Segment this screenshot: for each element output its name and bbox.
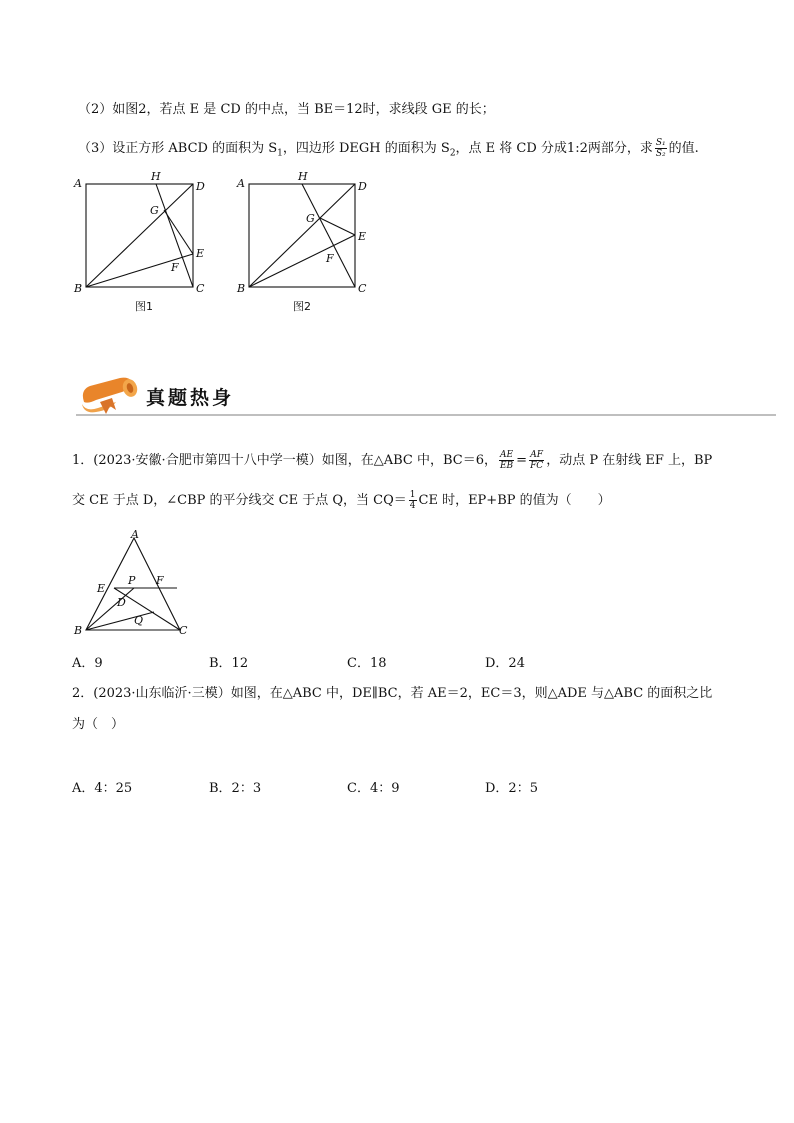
quarter-fraction — [409, 490, 417, 511]
problem-1-option-c: C．18 — [347, 656, 387, 671]
question-3-text-a: 设正方形 ABCD 的面积为 S — [112, 141, 278, 156]
tri-label-d: D — [117, 596, 126, 609]
fig1-label-d: D — [196, 180, 205, 193]
problem-2-option-d: D．2：5 — [485, 781, 538, 796]
problem-1-option-b: B．12 — [209, 656, 249, 671]
scroll-icon — [76, 372, 146, 416]
fig2-segment-be — [249, 235, 355, 287]
fig1-label-c: C — [196, 282, 205, 295]
tri-label-e: E — [97, 582, 106, 595]
fig2-diagonal-bd — [249, 184, 355, 287]
tri-label-a: A — [131, 528, 139, 541]
fig2-segment-ge — [320, 218, 355, 235]
question-3-sub2: 2 — [449, 148, 456, 159]
problem-2-line-1: 2．(2023·山东临沂·三模）如图，在△ABC 中，DE∥BC，若 AE＝2，EC＝3，则△ADE 与△ABC 的面积之比 — [72, 686, 713, 701]
problem-1-text-b: ，动点 P 在射线 EF 上，BP — [546, 453, 713, 468]
fig1-label-f: F — [171, 261, 179, 274]
fig1-label-a: A — [74, 177, 82, 190]
fig2-label-f: F — [326, 252, 334, 265]
fig1-label-b: B — [74, 282, 83, 295]
ratio-equals-sign: = — [516, 453, 528, 468]
figure-1-diagram — [70, 170, 220, 300]
quarter-denominator: 4 — [409, 501, 416, 511]
ratio-ae-eb-numerator: AE — [500, 450, 514, 460]
figure-2-caption: 图2 — [293, 300, 311, 313]
problem-2-option-c: C．4：9 — [347, 781, 400, 796]
problem-1-text-a: 1．(2023·安徽·合肥市第四十八中学一模）如图，在△ABC 中，BC＝6， — [72, 453, 497, 468]
fig2-label-g: G — [306, 212, 315, 225]
fig2-label-h: H — [298, 170, 308, 183]
s-ratio-numerator: S₁ — [655, 138, 666, 148]
tri-label-f: F — [156, 574, 164, 587]
problem-1-text-c: 交 CE 于点 D，∠CBP 的平分线交 CE 于点 Q，当 CQ＝ — [72, 493, 407, 508]
figure-2-diagram — [232, 170, 382, 300]
question-2-text: 如图2，若点 E 是 CD 的中点，当 BE＝12时，求线段 GE 的长； — [112, 102, 495, 117]
ratio-af-fc-denominator: FC — [530, 461, 544, 471]
tri-label-q: Q — [134, 614, 144, 627]
banner-title: 真题热身 — [146, 387, 235, 409]
question-3-text-b: ，四边形 DEGH 的面积为 S — [282, 141, 450, 156]
problem-1-text-d: CE 时，EP+BP 的值为（ ） — [418, 493, 611, 508]
problem-1-line-1 — [72, 450, 712, 471]
fig2-label-c: C — [358, 282, 367, 295]
question-3 — [78, 138, 699, 163]
banner-underline — [76, 414, 776, 416]
tri-label-b: B — [74, 624, 83, 637]
ratio-ae-eb-denominator: EB — [499, 461, 514, 471]
question-2-number: （2） — [78, 102, 113, 117]
s-ratio-denominator: S₂ — [655, 149, 666, 159]
question-3-sub1: 1 — [277, 148, 283, 159]
tri-label-p: P — [128, 574, 136, 587]
question-2 — [78, 101, 495, 119]
fig2-label-b: B — [237, 282, 246, 295]
problem-1-option-a: A．9 — [72, 656, 103, 671]
ratio-ae-eb-fraction — [499, 450, 514, 471]
problem-1-line-2 — [72, 490, 611, 511]
fig2-label-a: A — [237, 177, 245, 190]
s-ratio-fraction — [655, 138, 667, 159]
problem-2-option-b: B．2：3 — [209, 781, 262, 796]
fig1-label-h: H — [151, 170, 161, 183]
quarter-numerator: 1 — [409, 490, 416, 500]
fig1-label-g: G — [150, 204, 159, 217]
question-3-text-c: ，点 E 将 CD 分成1:2两部分，求 — [455, 141, 653, 156]
question-3-text-d: 的值. — [668, 141, 699, 156]
fig2-segment-hc — [302, 184, 355, 287]
question-3-number: （3） — [78, 141, 113, 156]
ratio-af-fc-numerator: AF — [530, 450, 543, 460]
figure-1-caption: 图1 — [135, 300, 153, 313]
fig2-label-d: D — [358, 180, 367, 193]
problem-2-line-2: 为（ ） — [72, 717, 125, 732]
problem-2-option-a: A．4：25 — [72, 781, 133, 796]
fig2-label-e: E — [358, 230, 367, 243]
problem-1-triangle-diagram — [70, 528, 200, 640]
tri-label-c: C — [179, 624, 188, 637]
problem-1-option-d: D．24 — [485, 656, 525, 671]
ratio-af-fc-fraction — [529, 450, 544, 471]
fig1-label-e: E — [196, 247, 205, 260]
